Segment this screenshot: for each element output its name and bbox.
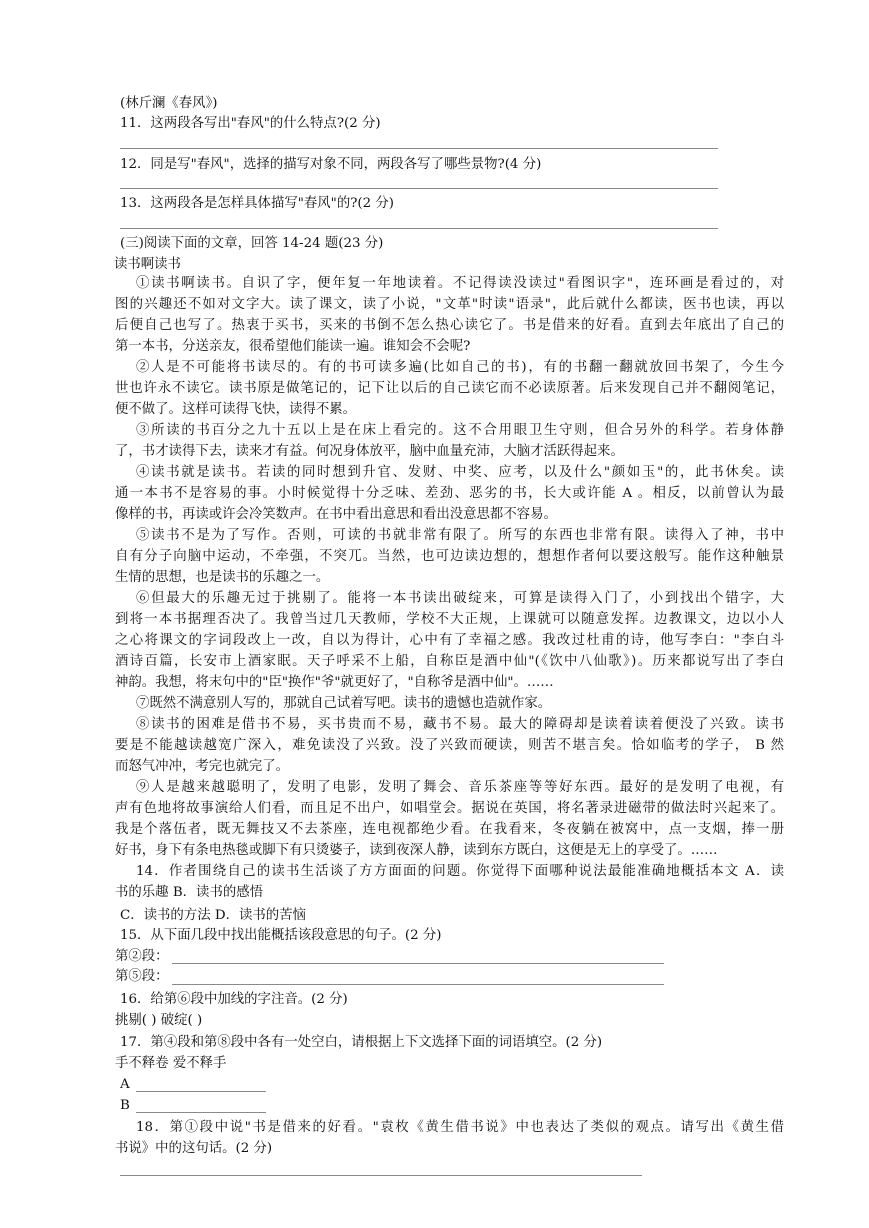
paragraph-4-line: ④读书就是读书。若读的同时想到升官、发财、中奖、应考，以及什么"颜如玉"的，此书休矣。读 [136,465,784,480]
answer-line-13[interactable] [120,228,718,229]
paragraph-9-line: 我是个落伍者，既无舞技又不去茶座，连电视都绝少看。在我看来，冬夜躺在被窝中，点一支烟，捧一册 [115,822,784,837]
q17-blank-b-label: B [120,1098,130,1113]
source-citation: (林斤澜《春风》) [120,96,218,111]
q16-pinyin-blanks[interactable]: 挑剔( ) 破绽( ) [115,1013,203,1028]
paragraph-5-line: ⑤读书不是为了写作。否则，可读的书就非常有限了。所写的东西也非常有限。读得入了神，书中 [136,528,784,543]
q17-word-choices: 手不释卷 爱不释手 [115,1056,227,1071]
answer-line-17-b[interactable] [136,1112,266,1113]
paragraph-2-line: 便不做了。这样可读得飞快，读得不累。 [115,402,357,417]
paragraph-1-line: 图的兴趣还不如对文字大。读了课文，读了小说，"文革"时读"语录"，此后就什么都读，医书也读，再以 [115,297,784,312]
section-3-heading: (三)阅读下面的文章，回答 14-24 题(23 分) [120,236,384,251]
paragraph-2-line: ②人是不可能将书读尽的。有的书可读多遍(比如自己的书)，有的书翻一翻就放回书架了，今生今 [136,360,784,375]
question-11: 11．这两段各写出"春风"的什么特点?(2 分) [120,116,381,131]
paragraph-6-line: 之心将课文的字词段改上一改，自以为得计，心中有了幸福之感。我改过杜甫的诗，他写李白："李白斗 [115,633,784,648]
paragraph-6-line: 到将一本书据理否决了。我曾当过几天教师，学校不大正规，上课就可以随意发挥。边教课文，边以小人 [115,612,784,627]
question-16: 16．给第⑥段中加线的字注音。(2 分) [120,992,348,1007]
paragraph-5-line: 生情的思想，也是读书的乐趣之一。 [115,570,330,585]
paragraph-4-line: 像样的书，再读或许会冷笑数声。在书中看出意思和看出没意思都不容易。 [115,507,557,522]
answer-line-18[interactable] [120,1175,642,1176]
q15-paragraph-2-label: 第②段： [115,949,169,964]
answer-line-17-a[interactable] [136,1091,266,1092]
q15-paragraph-5-label: 第⑤段： [115,969,169,984]
answer-line-11[interactable] [120,148,718,149]
question-18-line-2: 书说》中的这句话。(2 分) [115,1141,273,1156]
paragraph-1-line: ①读书啊读书。自识了字，便年复一年地读着。不记得读没读过"看图识字"，连环画是看过的，对 [136,276,784,291]
paragraph-2-line: 世也许永不读它。读书原是做笔记的，记下让以后的自己读它而不必读原著。后来发现自己并不翻阅笔记， [115,381,784,396]
paragraph-9-line: 好书，身下有条电热毯或脚下有只烫婆子，读到夜深人静，读到东方既白，这便是无上的享受了。…… [115,843,718,858]
paragraph-8-line: 而怒气冲冲，考完也就完了。 [115,759,290,774]
q17-blank-a-label: A [120,1077,130,1092]
question-12: 12．同是写"春风"，选择的描写对象不同，两段各写了哪些景物?(4 分) [120,157,542,172]
question-13: 13．这两段各是怎样具体描写"春风"的?(2 分) [120,196,395,211]
question-17: 17．第④段和第⑧段中各有一处空白，请根据上下文选择下面的词语填空。(2 分) [120,1035,603,1050]
question-15: 15．从下面几段中找出能概括该段意思的句子。(2 分) [120,928,442,943]
paragraph-8-line: 要是不能越读越宽广深入，难免读没了兴致。没了兴致而硬读，则苦不堪言矣。恰如临考的学子， B 然 [115,738,784,753]
question-14: 14．作者围绕自己的读书生活谈了方方面面的问题。你觉得下面哪种说法最能准确地概括本文 A．读 [136,864,784,879]
paragraph-5-line: 自有分子向脑中运动，不牵强，不突兀。当然，也可边读边想的，想想作者何以要这般写。能作这种触景 [115,549,784,564]
question-18: 18．第①段中说"书是借来的好看。"袁枚《黄生借书说》中也表达了类似的观点。请写出《黄生借 [136,1120,784,1135]
paragraph-6-line: 神韵。我想，将末句中的"臣"换作"爷"就更好了，"自称爷是酒中仙"。…… [115,675,554,690]
paragraph-6-line: ⑥但最大的乐趣无过于挑剔了。能将一本书读出破绽来，可算是读得入门了，小到找出个错字，大 [136,591,784,606]
question-14-line-3: C．读书的方法 D．读书的苦恼 [120,908,306,923]
answer-line-15-p5[interactable] [172,984,664,985]
paragraph-3-line: ③所读的书百分之九十五以上是在床上看完的。这不合用眼卫生守则，但合另外的科学。若身体静 [136,423,784,438]
paragraph-1-line: 后便自己也写了。热衷于买书，买来的书倒不怎么热心读它了。书是借来的好看。直到去年底出了自己的 [115,318,784,333]
answer-line-15-p2[interactable] [172,963,664,964]
paragraph-8-line: ⑧读书的困难是借书不易，买书贵而不易，藏书不易。最大的障碍却是读着读着便没了兴致。读书 [136,717,784,732]
paragraph-6-line: 酒诗百篇，长安市上酒家眠。天子呼采不上船，自称臣是酒中仙"(《饮中八仙歌》)。历来都说写出了李白 [115,654,784,669]
article-title: 读书啊读书 [114,257,181,272]
paragraph-9-line: ⑨人是越来越聪明了，发明了电影，发明了舞会、音乐茶座等等好东西。最好的是发明了电视，有 [136,780,784,795]
paragraph-4-line: 通一本书不是容易的事。小时候觉得十分乏味、差劲、恶劣的书，长大或许能 A 。相反，以前曾认为最 [115,486,784,501]
question-14-line-2: 书的乐趣 B．读书的感悟 [115,885,264,900]
paragraph-7-line: ⑦既然不满意别人写的，那就自己试着写吧。读书的遗憾也造就作家。 [136,696,552,711]
paragraph-3-line: 了，书才读得下去，读来才有益。何况身体放平，脑中血量充沛，大脑才活跃得起来。 [115,444,624,459]
answer-line-12[interactable] [120,188,718,189]
paragraph-9-line: 声有色地将故事演给人们看，而且足不出户，如唱堂会。据说在英国，将名著录进磁带的做法时兴起来了。 [115,801,784,816]
paragraph-1-line: 第一本书，分送亲友，很希望他们能读一遍。谁知会不会呢? [115,339,471,354]
